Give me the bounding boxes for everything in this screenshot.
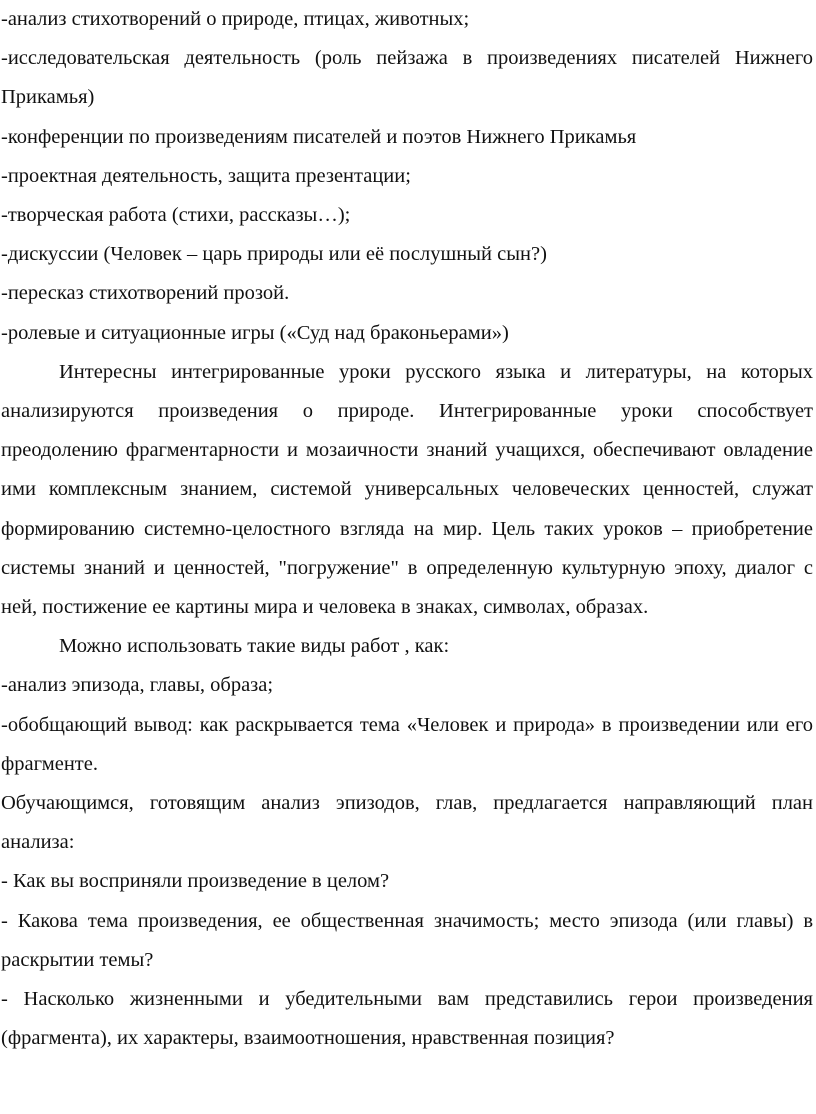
plan-question-theme: - Какова тема произведения, ее общественная значимость; место эпизода (или главы) в раскрытии темы? — [1, 909, 813, 971]
list-item-poem-analysis: -анализ стихотворений о природе, птицах, животных; — [1, 8, 470, 30]
list-item-role-games: -ролевые и ситуационные игры («Суд над браконьерами») — [1, 321, 509, 344]
list-item-episode-analysis: -анализ эпизода, главы, образа; — [1, 674, 274, 697]
list-item-research-activity: -исследовательская деятельность (роль пейзажа в произведениях писателей Нижнего Прикамья) — [1, 47, 813, 109]
paragraph-work-types-intro: Можно использовать такие виды работ , как: — [59, 635, 450, 658]
list-item-creative-work: -творческая работа (стихи, рассказы…); — [1, 204, 351, 227]
plan-question-perception: - Как вы восприняли произведение в целом? — [1, 870, 390, 893]
plan-question-heroes: - Насколько жизненными и убедительными вам представились герои произведения (фрагмента), их характеры, взаимоотношения, нравственная позиция? — [1, 988, 813, 1050]
list-item-general-conclusion: -обобщающий вывод: как раскрывается тема «Человек и природа» в произведении или его фрагменте. — [1, 713, 813, 775]
paragraph-analysis-plan-intro: Обучающимся, готовящим анализ эпизодов, глав, предлагается направляющий план анализа: — [1, 792, 813, 854]
list-item-conferences: -конференции по произведениям писателей и поэтов Нижнего Прикамья — [1, 125, 637, 148]
paragraph-integrated-lessons: Интересны интегрированные уроки русского языка и литературы, на которых анализируются произведения о природе. Интегрированные уроки способствует преодолению фрагментарности и мозаичности знаний учащихся, обеспечивают овладение ими комплексным знанием, системой универсальных человеческих ценностей, служат формированию системно-целостного взгляда на мир. Цель таких уроков – приобретение системы знаний и ценностей, "погружение" в определенную культурную эпоху, диалог с ней, постижение ее картины мира и человека в знаках, символах, образах. — [1, 360, 813, 619]
list-item-retelling: -пересказ стихотворений прозой. — [1, 282, 290, 305]
list-item-project-activity: -проектная деятельность, защита презентации; — [1, 164, 411, 187]
list-item-discussions: -дискуссии (Человек – царь природы или её послушный сын?) — [1, 243, 547, 266]
